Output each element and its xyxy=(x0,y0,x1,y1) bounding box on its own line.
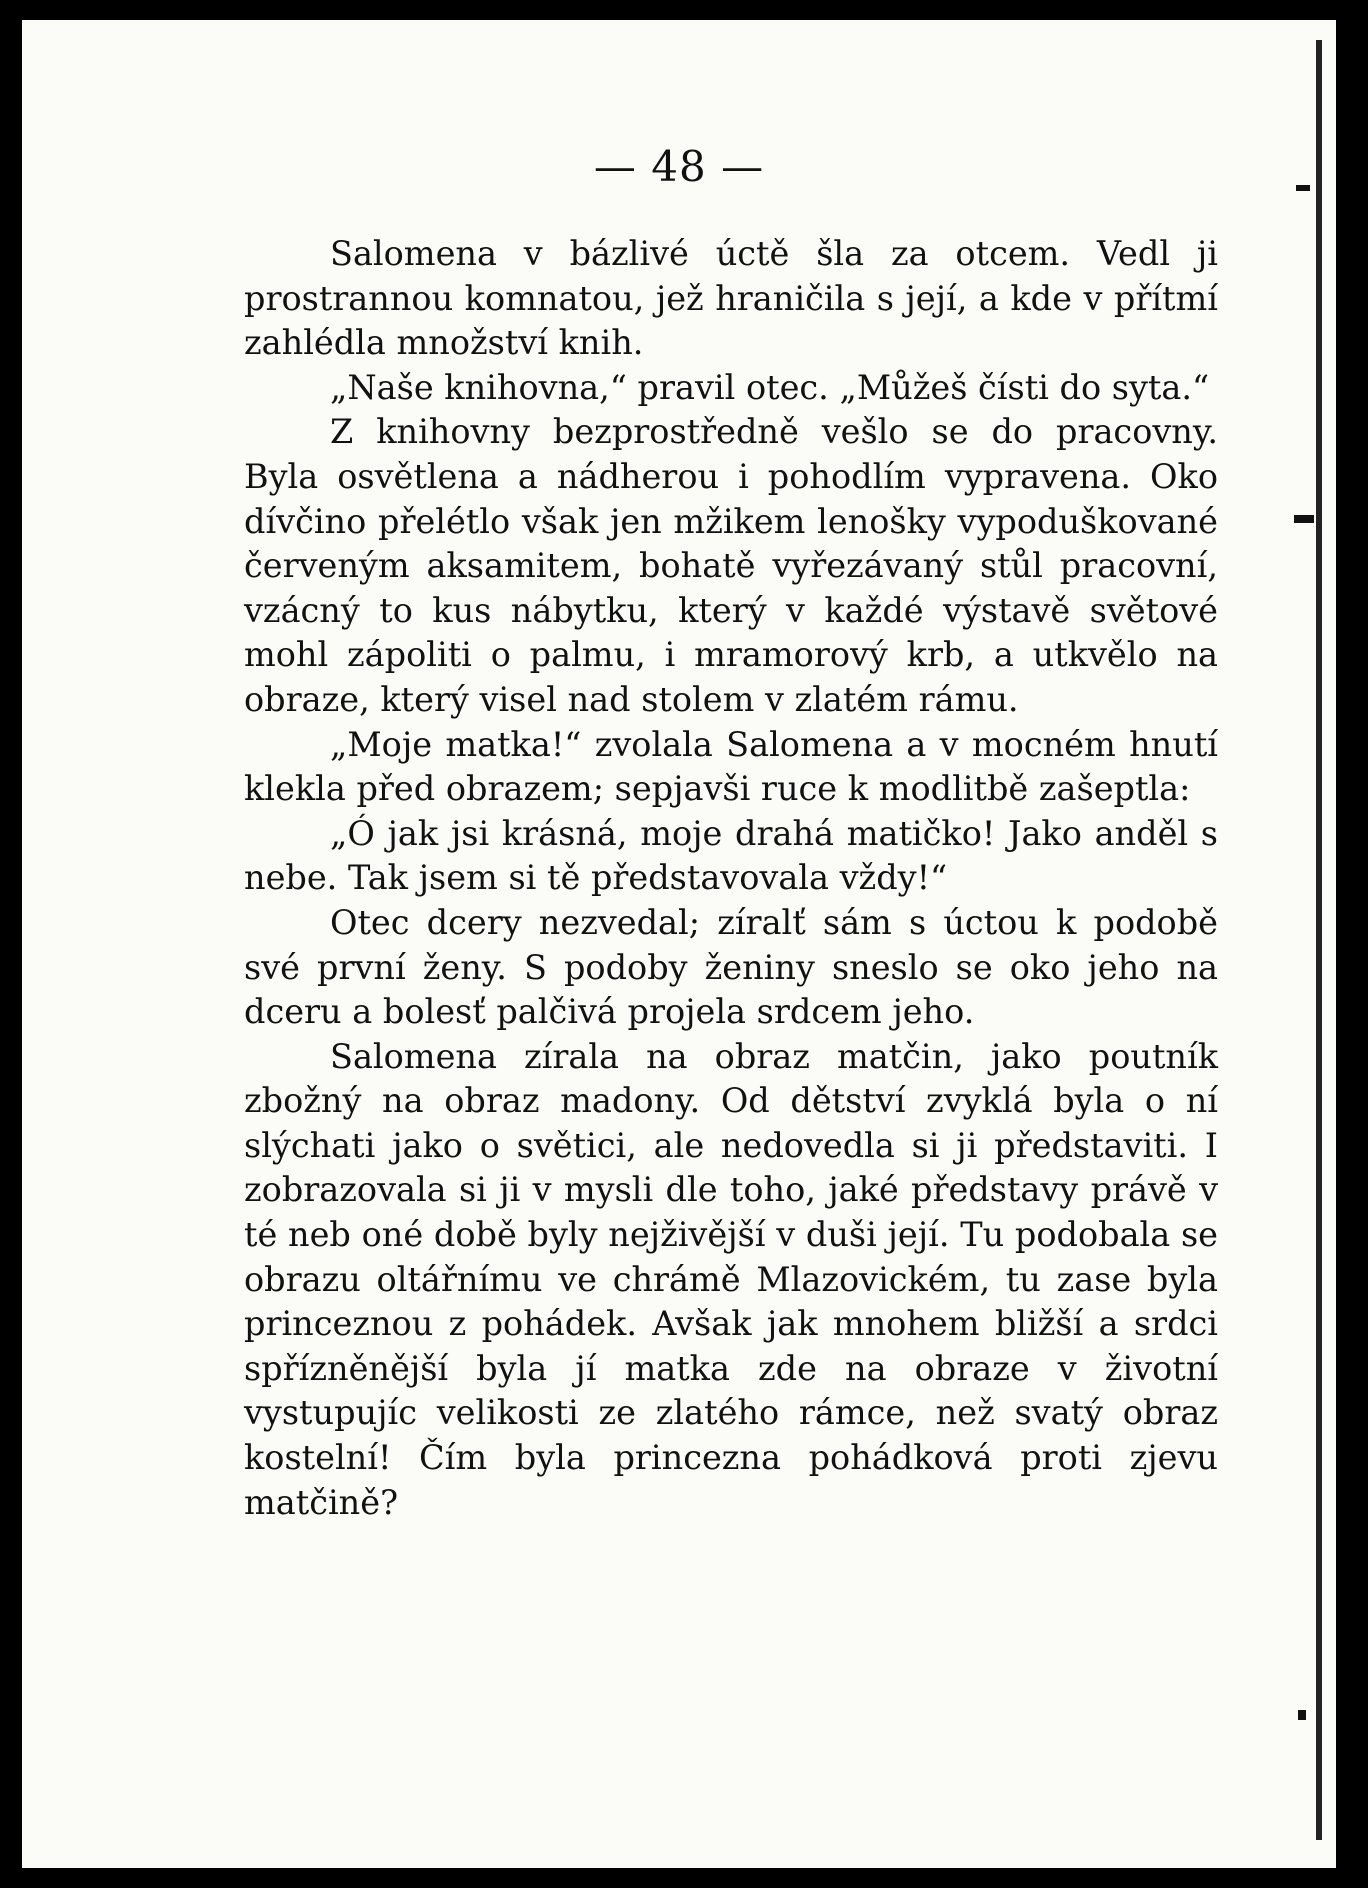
scan-artifact xyxy=(1294,515,1314,523)
paragraph: Salomena v bázlivé úctě šla za otcem. Vedl ji prostrannou komnatou, jež hraničila s její, a kde v přítmí zahlédla množství knih. xyxy=(244,234,1218,363)
paragraph: „Moje matka!“ zvolala Salomena a v mocném hnutí klekla před obrazem; sepjavši ruce k modlitbě zašeptla: xyxy=(244,724,1218,809)
scan-artifact xyxy=(1296,185,1310,191)
scan-artifact xyxy=(1298,1710,1306,1720)
book-page xyxy=(22,20,1336,1868)
scan-artifact xyxy=(1316,40,1322,1840)
paragraph: „Naše knihovna,“ pravil otec. „Můžeš čísti do syta.“ xyxy=(330,367,1210,407)
paragraph: Salomena zírala na obraz matčin, jako poutník zbožný na obraz madony. Od dětství zvyklá byla o ní slýchati jako o světici, ale nedovedla si ji představiti. I zobrazovala si ji v mysli dle toho, jaké představy právě v té neb oné době byly nejživější v duši její. Tu podobala se obrazu oltářnímu ve chrámě Mlazovickém, tu zase byla princeznou z pohádek. Avšak jak mnohem bližší a srdci spřízněnější byla jí matka zde na obraze v životní vystupujíc velikosti ze zlatého rámce, než svatý obraz kostelní! Čím byla princezna pohádková proti zjevu matčině? xyxy=(244,1036,1218,1522)
paragraph: „Ó jak jsi krásná, moje drahá matičko! Jako anděl s nebe. Tak jsem si tě představovala vždy!“ xyxy=(244,813,1218,898)
page-number: — 48 — xyxy=(593,142,765,191)
paragraph: Otec dcery nezvedal; zíralť sám s úctou k podobě své první ženy. S podoby ženiny sneslo se oko jeho na dceru a bolesť palčivá projela srdcem jeho. xyxy=(244,902,1218,1032)
body-text xyxy=(244,232,1218,1525)
paragraph: Z knihovny bezprostředně vešlo se do pracovny. Byla osvětlena a nádherou i pohodlím vypravena. Oko dívčino přelétlo však jen mžikem lenošky vypoduškované červeným aksamitem, bohatě vyřezávaný stůl pracovní, vzácný to kus nábytku, který v každé výstavě světové mohl zápoliti o palmu, i mramorový krb, a utkvělo na obraze, který visel nad stolem v zlatém rámu. xyxy=(244,412,1218,719)
